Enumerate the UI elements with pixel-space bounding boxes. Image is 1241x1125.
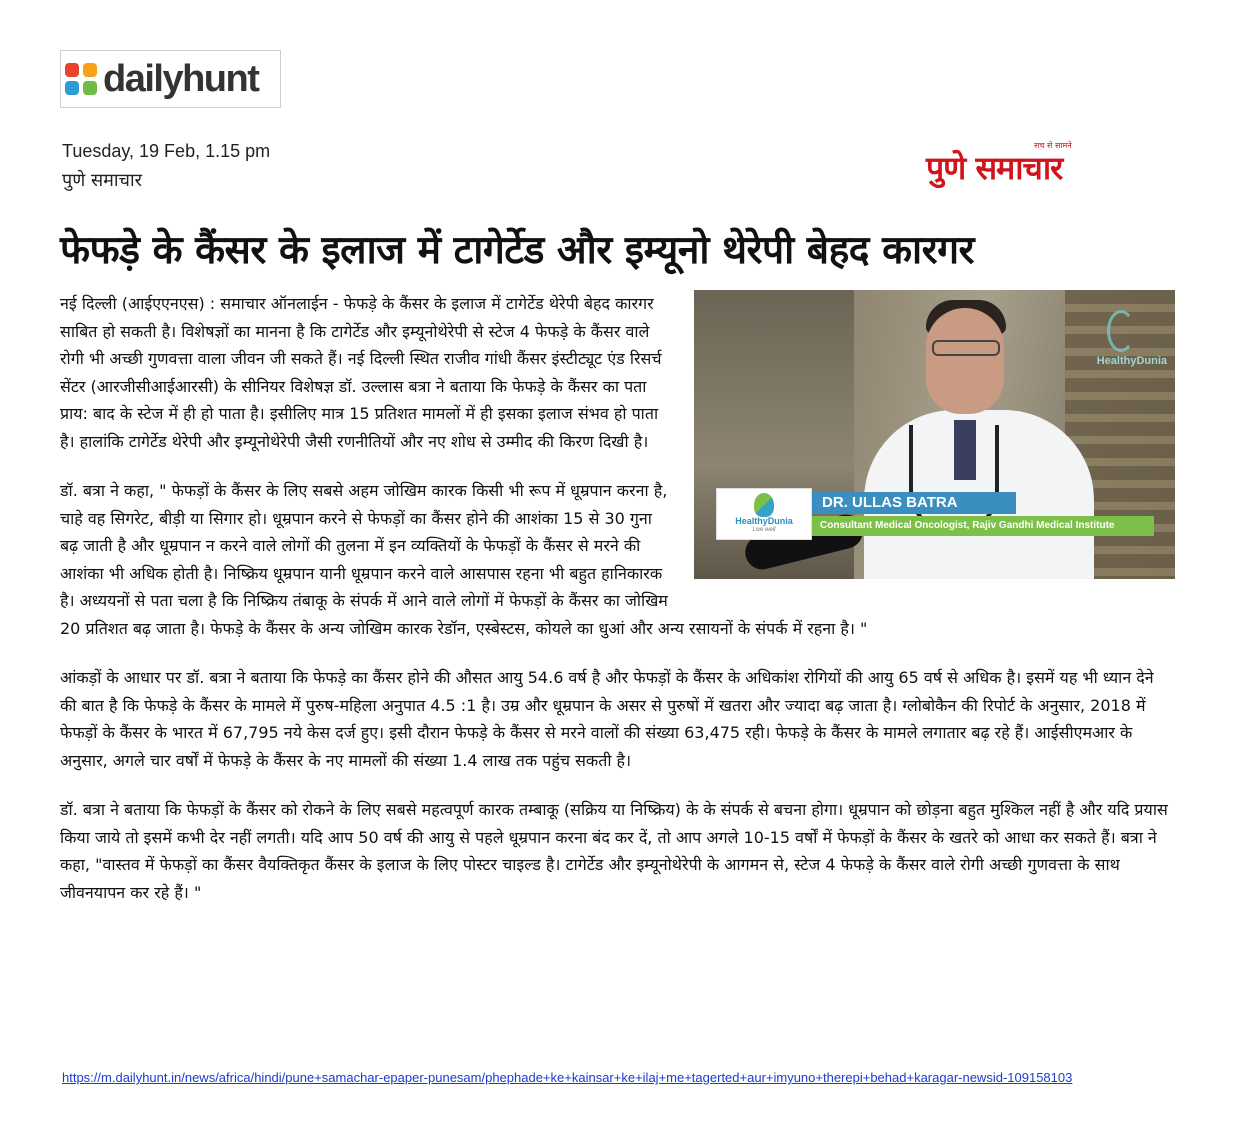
lower-third-logo-text: HealthyDunia: [735, 516, 793, 526]
brand-name: पुणे समाचार: [926, 149, 1063, 187]
article-headline: फेफड़े के कैंसर के इलाज में टागेर्टेड और इम्यूनो थेरेपी बेहद कारगर: [60, 228, 974, 273]
photo-watermark: HealthyDunia: [1096, 355, 1167, 367]
paragraph-4: डॉ. बत्रा ने बताया कि फेफड़ों के कैंसर को रोकने के लिए सबसे महत्वपूर्ण कारक तम्बाकू (सक्रिय या निष्क्रिय) के के संपर्क से बचना होगा। धूम्रपान को छोड़ना बहुत मुश्किल नहीं है और यदि प्रयास किया जाये तो इसमें कभी देर नहीं लगती। यदि आप 50 वर्ष की आयु से पहले धूम्रपान करना बंद कर दें, तो आप अगले 10-15 वर्षों में फेफड़ों के कैंसर के खतरे को आधा कर सकते हैं। बत्रा ने कहा, "वास्तव में फेफड़ों का कैंसर वैयक्तिकृत कैंसर के इलाज के लिए पोस्टर चाइल्ड है। टागेर्टेड और इम्यूनोथेरेपी के आगमन से, स्टेज 4 फेफड़े के कैंसर वाले रोगी अच्छी गुणवत्ता के साथ जीवनयापन कर रहे हैं। ": [60, 800, 1168, 902]
publish-date: Tuesday, 19 Feb, 1.15 pm: [62, 141, 271, 161]
lower-third: [716, 488, 1172, 540]
lower-third-logo-sub: Live well: [752, 526, 776, 533]
paragraph-2: डॉ. बत्रा ने कहा, " फेफड़ों के कैंसर के लिए सबसे अहम जोखिम कारक किसी भी रूप में धूम्रपान करना है, चाहे वह सिगरेट, बीड़ी या सिगार हो। धूम्रपान करने से फेफड़ों का कैंसर होने की आशंका 15 से 30 गुना बढ़ जाती है और धूम्रपान न करने वाले लोगों की तुलना में इन व्यक्तियों के फेफड़ों के कैंसर से मरने की आशंका भी अधिक होती है। निष्क्रिय धूम्रपान यानी धूम्रपान करने वाले आसपास रहना भी बहुत हानिकारक है। अध्ययनों से पता चला है कि निष्क्रिय तंबाकू के संपर्क में आने वाले लोगों में फेफड़ों के कैंसर का जोखिम 20 प्रतिशत बढ़ जाता है। फेफड़े के कैंसर के अन्य जोखिम कारक रेडॉन, एस्बेस्टस, कोयले का धुआं और अन्य रसायनों के संपर्क में रहना है। ": [60, 481, 868, 638]
doctor-photo: [694, 290, 1175, 579]
doctor-name: DR. ULLAS BATRA: [812, 492, 1016, 514]
watermark-logo-icon: [1107, 310, 1135, 352]
doctor-title: Consultant Medical Oncologist, Rajiv Gandhi Medical Institute: [812, 516, 1154, 536]
brand-tagline: सच से सामने: [1034, 141, 1072, 150]
source-url-link[interactable]: https://m.dailyhunt.in/news/africa/hindi/pune+samachar-epaper-punesam/phephade+ke+kainsar+ke+ilaj+me+tagerted+aur+imyuno+therepi+behad+karagar-newsid-109158103: [62, 1070, 1073, 1085]
dailyhunt-logo[interactable]: [60, 50, 281, 108]
paragraph-3: आंकड़ों के आधार पर डॉ. बत्रा ने बताया कि फेफड़े का कैंसर होने की औसत आयु 54.6 वर्ष है और फेफड़ों के कैंसर के अधिकांश रोगियों की आयु 65 वर्ष से अधिक है। इसमें यह भी ध्यान देने की बात है कि फेफड़े के कैंसर के मामले में पुरुष-महिला अनुपात 4.5 :1 है। उम्र और धूम्रपान के असर से पुरुषों में खतरा और ज्यादा बढ़ जाता है। ग्लोबोकैन की रिपोर्ट के अनुसार, 2018 में फेफड़ों के कैंसर के भारत में 67,795 नये केस दर्ज हुए। इसी दौरान फेफड़े के कैंसर से मरने वालों की संख्या 63,475 रही। फेफड़े के कैंसर के मामले लगातार बढ़ रहे हैं। आईसीएमआर के अनुसार, अगले चार वर्षों में फेफड़े के कैंसर के नए मामलों की संख्या 1.4 लाख तक पहुंच सकती है।: [60, 668, 1154, 770]
article-body: [60, 290, 1175, 928]
logo-text: dailyhunt: [103, 58, 259, 100]
pune-samachar-logo: [926, 140, 1122, 190]
lower-third-logo: [716, 488, 812, 540]
healthydunia-logo-icon: [754, 493, 774, 517]
paragraph-1: नई दिल्ली (आईएएनएस) : समाचार ऑनलाईन - फेफड़े के कैंसर के इलाज में टागेर्टेड थेरेपी बेहद कारगर साबित हो सकती है। विशेषज्ञों का मानना है कि टागेर्टेड और इम्यूनोथेरेपी से स्टेज 4 फेफड़े के कैंसर वाले रोगी भी अच्छी गुणवत्ता वाला जीवन जी सकते हैं। नई दिल्ली स्थित राजीव गांधी कैंसर इंस्टीट्यूट एंड रिसर्च सेंटर (आरजीसीआईआरसी) के सीनियर विशेषज्ञ डॉ. उल्लास बत्रा ने बताया कि फेफड़े के कैंसर का पता प्राय: बाद के स्टेज में ही हो पाता है। इसीलिए मात्र 15 प्रतिशत मामलों में ही इसका इलाज संभव हो पाता है। हालांकि टागेर्टेड थेरेपी और इम्यूनोथेरेपी जैसी रणनीतियों और नए शोध से उम्मीद की किरण दिखी है।: [60, 294, 662, 451]
logo-mark-icon: [65, 63, 97, 95]
source-name: पुणे समाचार: [62, 170, 143, 191]
